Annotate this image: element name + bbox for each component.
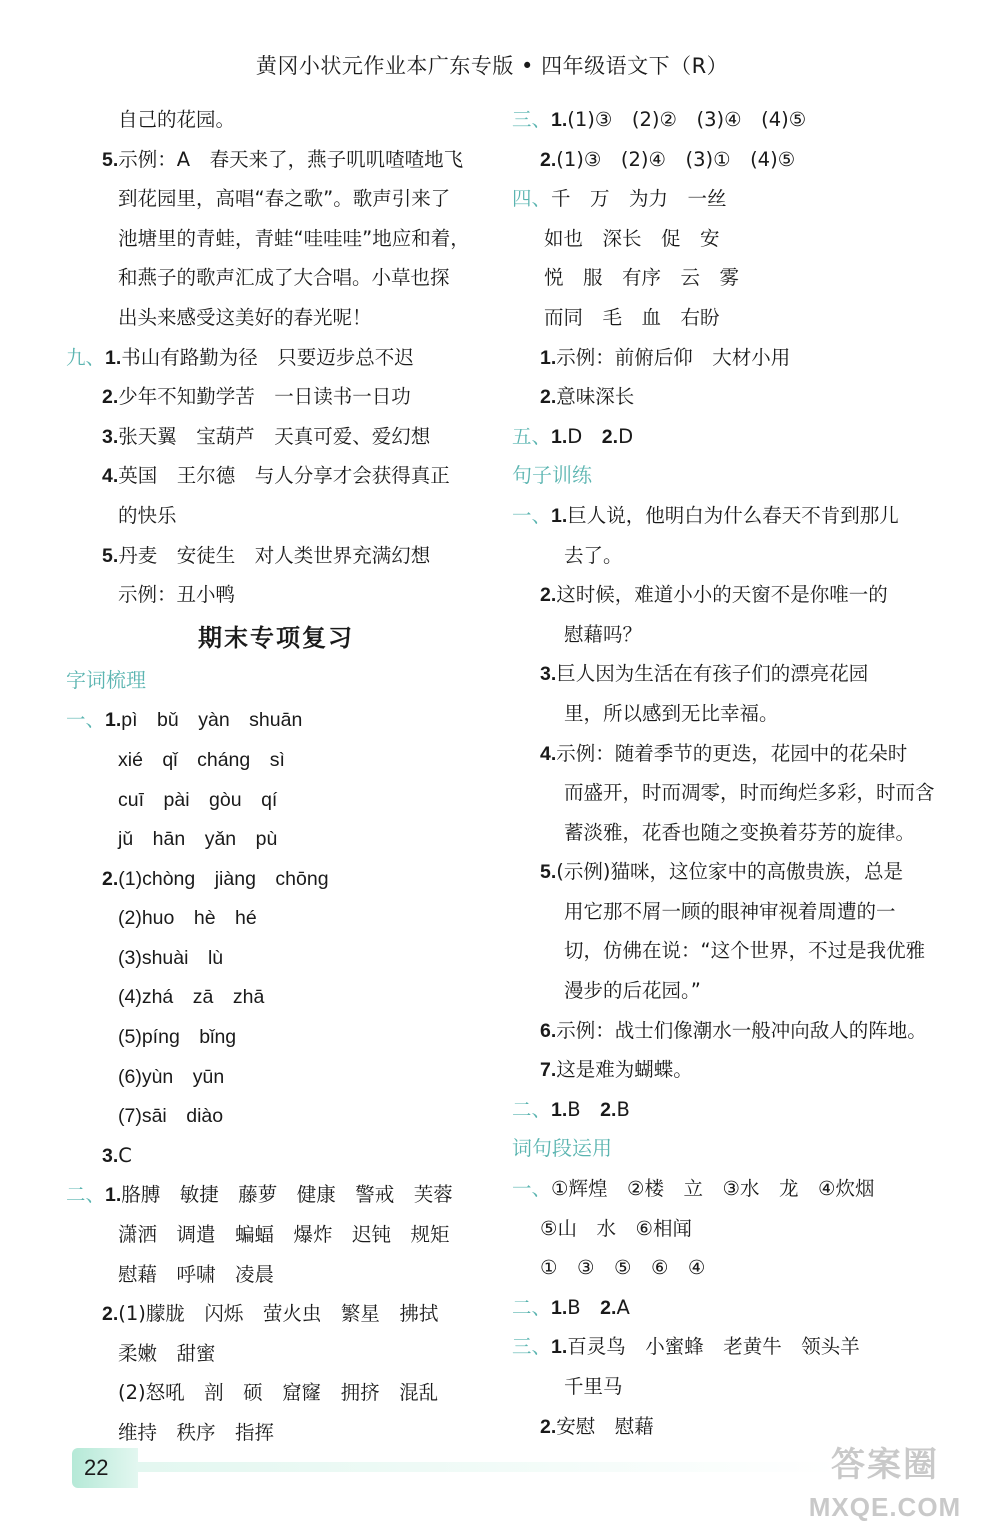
answer-text: 期末专项复习 xyxy=(198,623,354,652)
question-marker: 九、 xyxy=(66,345,106,369)
answer-line xyxy=(512,417,942,457)
answer-text: 维持 秩序 指挥 xyxy=(118,1421,275,1444)
item-number: 1. xyxy=(551,1296,568,1319)
answer-line xyxy=(66,258,486,298)
answer-text: 和燕子的歌声汇成了大合唱。小草也探 xyxy=(118,266,450,290)
answer-line xyxy=(66,700,486,740)
answer-text: D xyxy=(618,424,634,448)
answer-text: (1)③ (2)② (3)④ (4)⑤ xyxy=(567,108,807,131)
answer-line xyxy=(512,1367,942,1407)
answer-text: 悦 服 有序 云 雾 xyxy=(544,266,740,290)
item-number: 1. xyxy=(105,709,122,732)
question-marker: 三、 xyxy=(512,108,552,131)
answer-text: ⑤山 水 ⑥相闻 xyxy=(540,1216,692,1240)
answer-line xyxy=(512,456,942,496)
answer-line xyxy=(512,734,942,774)
subsection-heading: 词句段运用 xyxy=(512,1136,612,1161)
answer-text: 切，仿佛在说：“这个世界，不过是我优雅 xyxy=(564,939,926,963)
answer-line xyxy=(66,456,486,496)
answer-line xyxy=(512,1209,942,1249)
running-header: 黄冈小状元作业本广东专版 • 四年级语文下（R） xyxy=(255,54,729,78)
item-number: 2. xyxy=(540,148,557,171)
answer-line xyxy=(512,1129,942,1169)
question-marker: 二、 xyxy=(66,1183,106,1207)
answer-line xyxy=(512,971,942,1011)
watermark-text: 答案圈 xyxy=(831,1445,939,1485)
answer-line xyxy=(512,773,942,813)
answer-text: 示例：前俯后仰 大材小用 xyxy=(556,345,791,369)
question-marker: 一、 xyxy=(512,1177,552,1201)
answer-text: (1)chòng jiàng chōng xyxy=(118,867,329,890)
answer-line xyxy=(512,496,942,536)
question-marker: 三、 xyxy=(512,1335,552,1359)
answer-text: (1)朦胧 闪烁 萤火虫 繁星 拂拭 xyxy=(118,1302,439,1326)
answer-line xyxy=(66,100,486,140)
item-number: 2. xyxy=(540,584,557,607)
answer-line xyxy=(66,179,486,219)
answer-text: B xyxy=(567,1097,601,1121)
answer-text: 巨人因为生活在有孩子们的漂亮花园 xyxy=(556,662,869,686)
item-number: 1. xyxy=(551,1336,568,1359)
answer-text: 去了。 xyxy=(564,543,623,567)
answer-text: A xyxy=(616,1295,630,1319)
answer-line xyxy=(512,1011,942,1051)
item-number: 2. xyxy=(540,386,557,409)
answer-line xyxy=(66,377,486,417)
answer-line xyxy=(66,1373,486,1413)
page-number: 22 xyxy=(84,1455,109,1480)
item-number: 7. xyxy=(540,1059,557,1082)
item-number: 1. xyxy=(551,1098,568,1121)
item-number: 1. xyxy=(540,346,557,369)
item-number: 2. xyxy=(601,425,619,448)
answer-line xyxy=(512,100,942,140)
answer-text: 安慰 慰藉 xyxy=(556,1414,654,1438)
answer-line xyxy=(512,179,942,219)
answer-line xyxy=(512,615,942,655)
item-number: 2. xyxy=(102,867,119,890)
answer-text: 如也 深长 促 安 xyxy=(544,226,720,250)
item-number: 2. xyxy=(102,386,119,409)
answer-line xyxy=(66,898,486,938)
answer-line xyxy=(512,1288,942,1328)
answer-text: 慰藉吗？ xyxy=(564,622,643,646)
answer-text: xié qǐ cháng sì xyxy=(118,748,285,771)
answer-text: 示例：A 春天来了，燕子叽叽喳喳地飞 xyxy=(118,147,464,171)
answer-line xyxy=(512,1248,942,1288)
answer-line xyxy=(512,140,942,180)
answer-line xyxy=(512,1327,942,1367)
answer-line xyxy=(512,575,942,615)
subsection-heading: 句子训练 xyxy=(512,463,592,488)
question-marker: 一、 xyxy=(512,503,552,527)
answer-text: (5)píng bǐng xyxy=(118,1026,237,1049)
answer-line xyxy=(66,496,486,536)
answer-text: B xyxy=(616,1097,630,1121)
answer-text: 的快乐 xyxy=(118,503,177,527)
answer-text: 张天翼 宝葫芦 天真可爱、爱幻想 xyxy=(118,424,431,448)
watermark-logo xyxy=(800,1440,970,1530)
item-number: 6. xyxy=(540,1019,557,1042)
answer-text: 里，所以感到无比幸福。 xyxy=(564,701,779,725)
question-marker: 二、 xyxy=(512,1097,552,1121)
item-number: 1. xyxy=(551,425,568,448)
item-number: 2. xyxy=(600,1296,617,1319)
answer-line xyxy=(512,1050,942,1090)
answer-text: 而盛开，时而凋零，时而绚烂多彩，时而含 xyxy=(564,781,935,805)
item-number: 5. xyxy=(102,148,119,171)
answer-line xyxy=(512,536,942,576)
item-number: 2. xyxy=(540,1415,557,1438)
section-title xyxy=(66,615,486,661)
answer-text: 自己的花园。 xyxy=(118,108,236,131)
answer-line xyxy=(512,694,942,734)
answer-text: B xyxy=(567,1295,601,1319)
subsection-heading: 字词梳理 xyxy=(66,667,146,692)
item-number: 5. xyxy=(102,544,119,567)
answer-line xyxy=(66,219,486,259)
answer-line xyxy=(66,1136,486,1176)
item-number: 3. xyxy=(102,1144,119,1167)
right-column xyxy=(512,100,942,1446)
answer-text: 少年不知勤学苦 一日读书一日功 xyxy=(118,385,411,409)
answer-line xyxy=(512,813,942,853)
answer-line xyxy=(66,140,486,180)
answer-line xyxy=(512,852,942,892)
item-number: 4. xyxy=(102,465,119,488)
answer-text: 这时候，难道小小的天窗不是你唯一的 xyxy=(556,583,888,607)
answer-line xyxy=(66,536,486,576)
answer-line xyxy=(66,1413,486,1453)
answer-text: 千里马 xyxy=(564,1375,623,1398)
answer-text: (示例)猫咪，这位家中的高傲贵族，总是 xyxy=(556,860,903,884)
answer-line xyxy=(66,661,486,701)
answer-text: 潇洒 调遣 蝙蝠 爆炸 迟钝 规矩 xyxy=(118,1223,450,1247)
answer-line xyxy=(512,377,942,417)
answer-text: 意味深长 xyxy=(556,385,635,409)
answer-line xyxy=(66,819,486,859)
item-number: 1. xyxy=(551,504,568,527)
answer-line xyxy=(512,1169,942,1209)
item-number: 5. xyxy=(540,861,557,884)
answer-line xyxy=(66,740,486,780)
answer-line xyxy=(512,338,942,378)
answer-line xyxy=(66,1255,486,1295)
question-marker: 五、 xyxy=(512,424,552,448)
answer-text: 百灵鸟 小蜜蜂 老黄牛 领头羊 xyxy=(567,1335,860,1359)
answer-text: 示例：战士们像潮水一般冲向敌人的阵地。 xyxy=(556,1018,927,1042)
answer-text: 用它那不屑一顾的眼神审视着周遭的一 xyxy=(564,899,896,923)
item-number: 3. xyxy=(540,663,557,686)
answer-line xyxy=(66,417,486,457)
answer-line xyxy=(512,219,942,259)
answer-line xyxy=(66,338,486,378)
answer-line xyxy=(66,977,486,1017)
watermark-url: MXQE.COM xyxy=(808,1492,962,1522)
item-number: 1. xyxy=(551,109,568,131)
answer-text: 柔嫩 甜蜜 xyxy=(118,1341,216,1365)
answer-text: 池塘里的青蛙，青蛙“哇哇哇”地应和着， xyxy=(118,226,470,250)
answer-text: 巨人说，他明白为什么春天不肯到那儿 xyxy=(567,503,899,527)
answer-text: ①辉煌 ②楼 立 ③水 龙 ④炊烟 xyxy=(551,1177,875,1201)
answer-line xyxy=(66,298,486,338)
answer-text: (7)sāi diào xyxy=(118,1105,224,1128)
answer-line xyxy=(66,1175,486,1215)
item-number: 2. xyxy=(600,1098,617,1121)
answer-text: (6)yùn yūn xyxy=(118,1065,225,1088)
answer-text: (3)shuài lù xyxy=(118,946,224,969)
answer-text: jǔ hān yǎn pù xyxy=(118,828,278,851)
answer-text: C xyxy=(118,1143,132,1167)
answer-text: 漫步的后花园。” xyxy=(564,979,701,1003)
answer-text: 胳膊 敏捷 藤萝 健康 警戒 芙蓉 xyxy=(121,1183,453,1207)
answer-text: (2)huo hè hé xyxy=(118,907,257,930)
item-number: 4. xyxy=(540,742,557,765)
item-number: 3. xyxy=(102,425,119,448)
answer-text: (2)怒吼 剖 硕 窟窿 拥挤 混乱 xyxy=(118,1381,439,1405)
answer-text: 到花园里，高唱“春之歌”。歌声引来了 xyxy=(118,187,451,211)
answer-line xyxy=(512,892,942,932)
answer-text: D xyxy=(567,424,602,448)
answer-text: cuī pài gòu qí xyxy=(118,788,278,811)
item-number: 1. xyxy=(105,346,122,369)
answer-line xyxy=(66,1294,486,1334)
answer-text: 英国 王尔德 与人分享才会获得真正 xyxy=(118,464,450,488)
answer-line xyxy=(66,1017,486,1057)
answer-line xyxy=(512,654,942,694)
answer-text: 蓄淡雅，花香也随之变换着芬芳的旋律。 xyxy=(564,820,916,844)
answer-line xyxy=(512,258,942,298)
answer-line xyxy=(66,575,486,615)
answer-line xyxy=(66,938,486,978)
answer-text: 丹麦 安徒生 对人类世界充满幻想 xyxy=(118,543,431,567)
answer-line xyxy=(512,931,942,971)
answer-text: 示例：丑小鸭 xyxy=(118,583,236,607)
answer-line xyxy=(66,1215,486,1255)
question-marker: 一、 xyxy=(66,708,106,732)
answer-text: 出头来感受这美好的春光呢！ xyxy=(118,305,372,329)
answer-line xyxy=(66,1096,486,1136)
answer-text: 而同 毛 血 右盼 xyxy=(544,305,720,329)
answer-text: ① ③ ⑤ ⑥ ④ xyxy=(540,1256,706,1280)
question-marker: 二、 xyxy=(512,1295,552,1319)
answer-text: (1)③ (2)④ (3)① (4)⑤ xyxy=(556,147,796,171)
answer-text: 这是难为蝴蝶。 xyxy=(556,1058,693,1082)
left-column xyxy=(66,100,486,1453)
answer-line xyxy=(512,1090,942,1130)
answer-line xyxy=(66,859,486,899)
answer-line xyxy=(512,298,942,338)
item-number: 2. xyxy=(102,1303,119,1326)
question-marker: 四、 xyxy=(512,187,552,211)
answer-line xyxy=(66,1334,486,1374)
item-number: 1. xyxy=(105,1184,122,1207)
answer-line xyxy=(66,780,486,820)
answer-text: 示例：随着季节的更迭，花园中的花朵时 xyxy=(556,741,908,765)
answer-text: 书山有路勤为径 只要迈步总不迟 xyxy=(121,345,414,369)
answer-text: 千 万 为力 一丝 xyxy=(551,187,727,211)
answer-line xyxy=(66,1057,486,1097)
answer-text: (4)zhá zā zhā xyxy=(118,986,265,1009)
answer-text: 慰藉 呼啸 凌晨 xyxy=(118,1262,275,1286)
footer-band xyxy=(138,1462,838,1472)
answer-text: pì bǔ yàn shuān xyxy=(121,709,303,732)
